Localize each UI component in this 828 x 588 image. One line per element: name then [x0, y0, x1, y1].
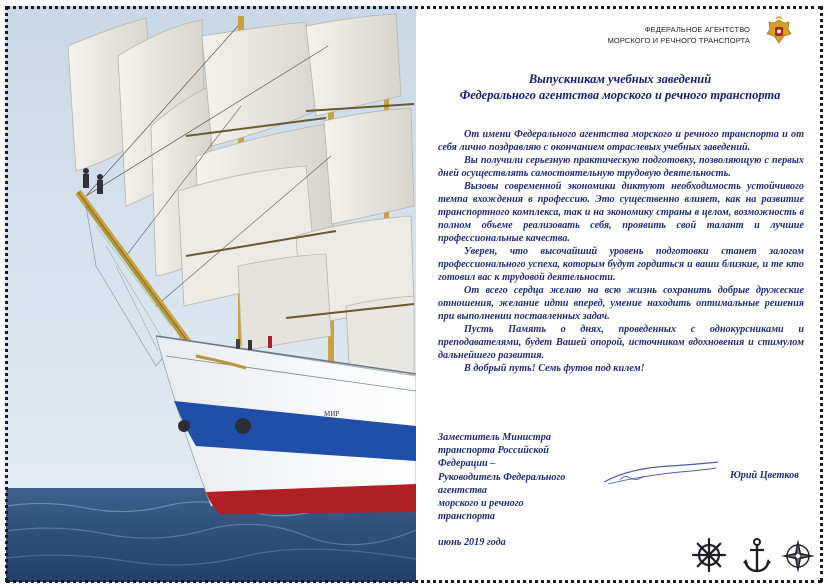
letter-date: июнь 2019 года [438, 537, 506, 548]
sailing-ship-photo [6, 6, 416, 582]
title-line-2: Федерального агентства морского и речного транспорта [459, 88, 781, 102]
title-line-1: Выпускникам учебных заведений [528, 72, 712, 86]
signer-line: транспорта [438, 511, 496, 523]
frame-top-border [6, 6, 822, 9]
bow-name-text: МИР [324, 410, 340, 418]
signer-line: агентства [438, 484, 487, 496]
signer-line: транспорта Российской [438, 445, 549, 457]
signer-line: Федерации – [438, 458, 496, 470]
frame-left-border [5, 6, 8, 582]
compass-rose-icon [780, 538, 816, 579]
handwritten-signature [600, 458, 724, 490]
agency-line-2: МОРСКОГО И РЕЧНОГО ТРАНСПОРТА [607, 36, 750, 45]
agency-header [608, 24, 750, 46]
letter-paragraph: Вызовы современной экономики диктуют необходимость устойчивого темпа вхождения в профессию. Это существенно влияет, как на развитие транспортного комплекса, так и на экономику страны в целом, возможность в полном объеме реализовать себя, проявить свой талант и лучшие профессиональные качества. [438, 181, 804, 244]
agency-line-1: ФЕДЕРАЛЬНОЕ АГЕНТСТВО [644, 25, 750, 34]
anchor-icon [742, 537, 772, 580]
russian-emblem-icon [764, 16, 794, 46]
signer-line: Заместитель Министра [438, 432, 551, 443]
signer-position [438, 431, 598, 523]
letter-paragraph: Пусть Память о днях, проведенных с однокурсниками и преподавателями, будет Вашей опорой, источником вдохновения и стимулом дальнейшего развития. [438, 324, 804, 361]
letter-body [438, 128, 804, 375]
signer-line: морского и речного [438, 498, 524, 510]
letter-paragraph: В добрый путь! Семь футов под килем! [464, 363, 645, 374]
ship-wheel-icon [691, 537, 727, 578]
letter-title [430, 71, 810, 103]
frame-bottom-border [6, 580, 822, 583]
letter-paragraph: От всего сердца желаю на всю жизнь сохранить добрые дружеские отношения, желание идти вперед, умение находить оптимальные решения при выполнении поставленных задач. [438, 285, 804, 322]
signer-name: Юрий Цветков [730, 470, 799, 481]
letter-paragraph: От имени Федерального агентства морского и речного транспорта и от себя лично поздравляю с окончанием отраслевых учебных заведений. [438, 129, 804, 153]
frame-right-border [820, 6, 823, 582]
letter-paragraph: Уверен, что высочайший уровень подготовки станет залогом профессионального успеха, которым будут гордиться и ваши близкие, и те кто готовил вас к трудовой деятельности. [438, 246, 804, 283]
letter-paragraph: Вы получили серьезную практическую подготовку, позволяющую с первых дней осуществлять самостоятельную трудовую деятельность. [438, 155, 804, 179]
signer-line: Руководитель Федерального [438, 471, 566, 483]
